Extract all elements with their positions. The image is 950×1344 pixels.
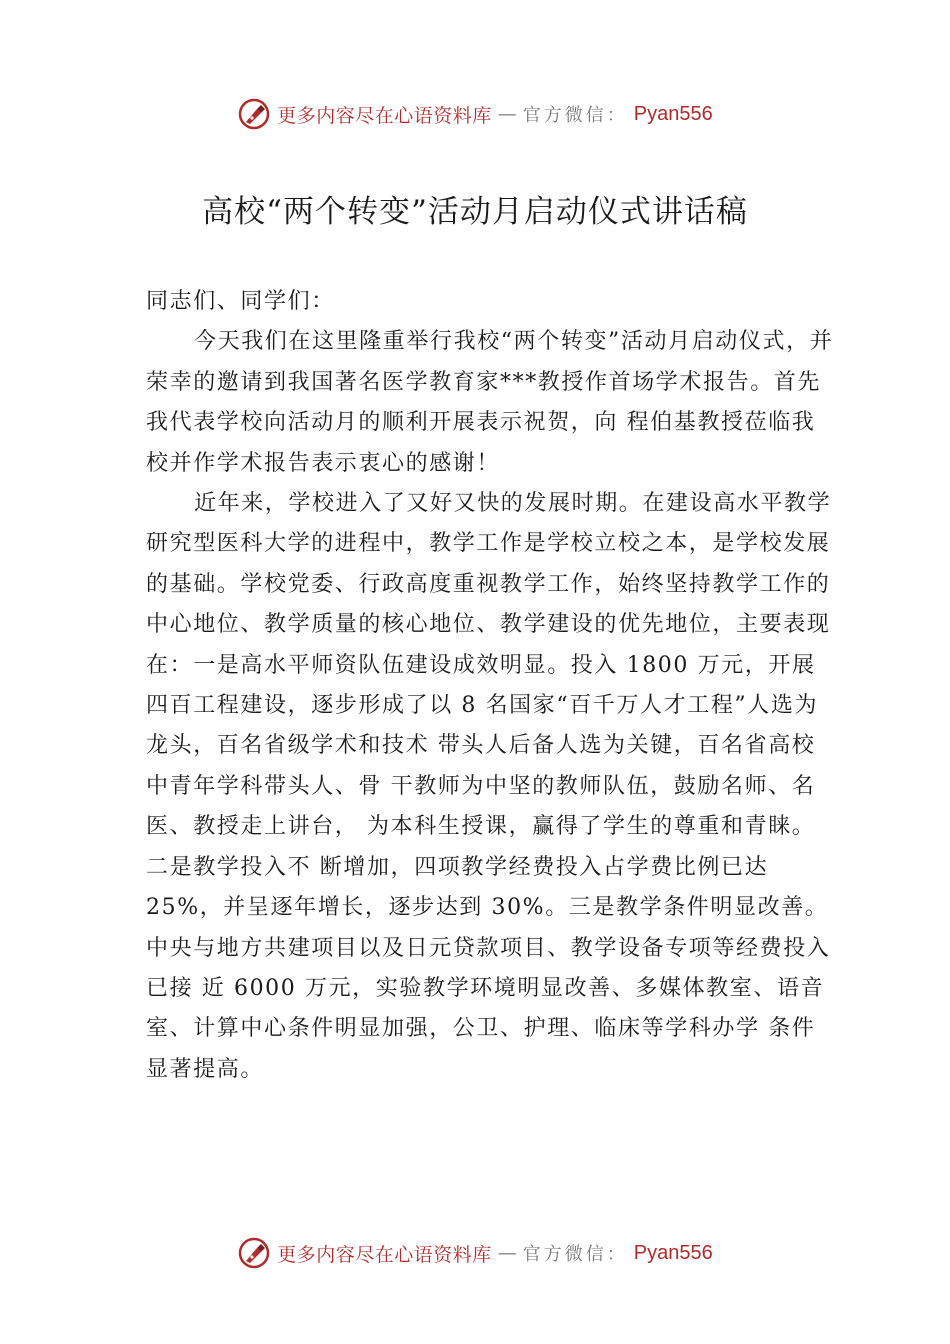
footer-watermark [0,1233,950,1273]
salutation: 同志们、同学们： [146,289,335,314]
watermark-label: 官方微信： [522,105,628,126]
watermark-label: 官方微信： [522,1244,628,1265]
header-watermark [0,94,950,134]
watermark-separator: — [497,1242,517,1264]
pen-nib-icon [237,97,271,131]
watermark-separator: — [497,103,517,125]
document-title: 高校“两个转变”活动月启动仪式讲话稿 [202,194,748,230]
pen-nib-icon [237,1236,271,1270]
watermark-site-text: 更多内容尽在心语资料库 [277,104,492,127]
watermark-site-text: 更多内容尽在心语资料库 [277,1243,492,1266]
document-body [146,282,834,1090]
paragraph-1: 今天我们在这里隆重举行我校“两个转变”活动月启动仪式，并荣幸的邀请到我国著名医学教育家***教授作首场学术报告。首先我代表学校向活动月的顺利开展表示祝贺，向 程伯基教授莅临我校并作学术报告表示衷心的感谢！ [146,329,834,476]
watermark-wechat-id: Pyan556 [633,1241,713,1264]
watermark-wechat-id: Pyan556 [633,102,713,125]
paragraph-2: 近年来，学校进入了又好又快的发展时期。在建设高水平教学研究型医科大学的进程中，教学工作是学校立校之本，是学校发展的基础。学校党委、行政高度重视教学工作，始终坚持教学工作的中心地位、教学质量的核心地位、教学建设的优先地位，主要表现在：一是高水平师资队伍建设成效明显。投入 1800 万元，开展四百工程建设，逐步形成了以 8 名国家“百千万人才工程”人选为龙头，百名省级学术和技术 带头人后备人选为关键，百名省高校中青年学科带头人、骨 干教师为中坚的教师队伍，鼓励名师、名医、教授走上讲台， 为本科生授课，赢得了学生的尊重和青睐。二是教学投入不 断增加，四项教学经费投入占学费比例已达 25%，并呈逐年增长，逐步达到 30%。三是教学条件明显改善。中央与地方共建项目以及日元贷款项目、教学设备专项等经费投入已接 近 6000 万元，实验教学环境明显改善、多媒体教室、语音室、计算中心条件明显加强，公卫、护理、临床等学科办学 条件显著提高。 [146,491,832,1082]
